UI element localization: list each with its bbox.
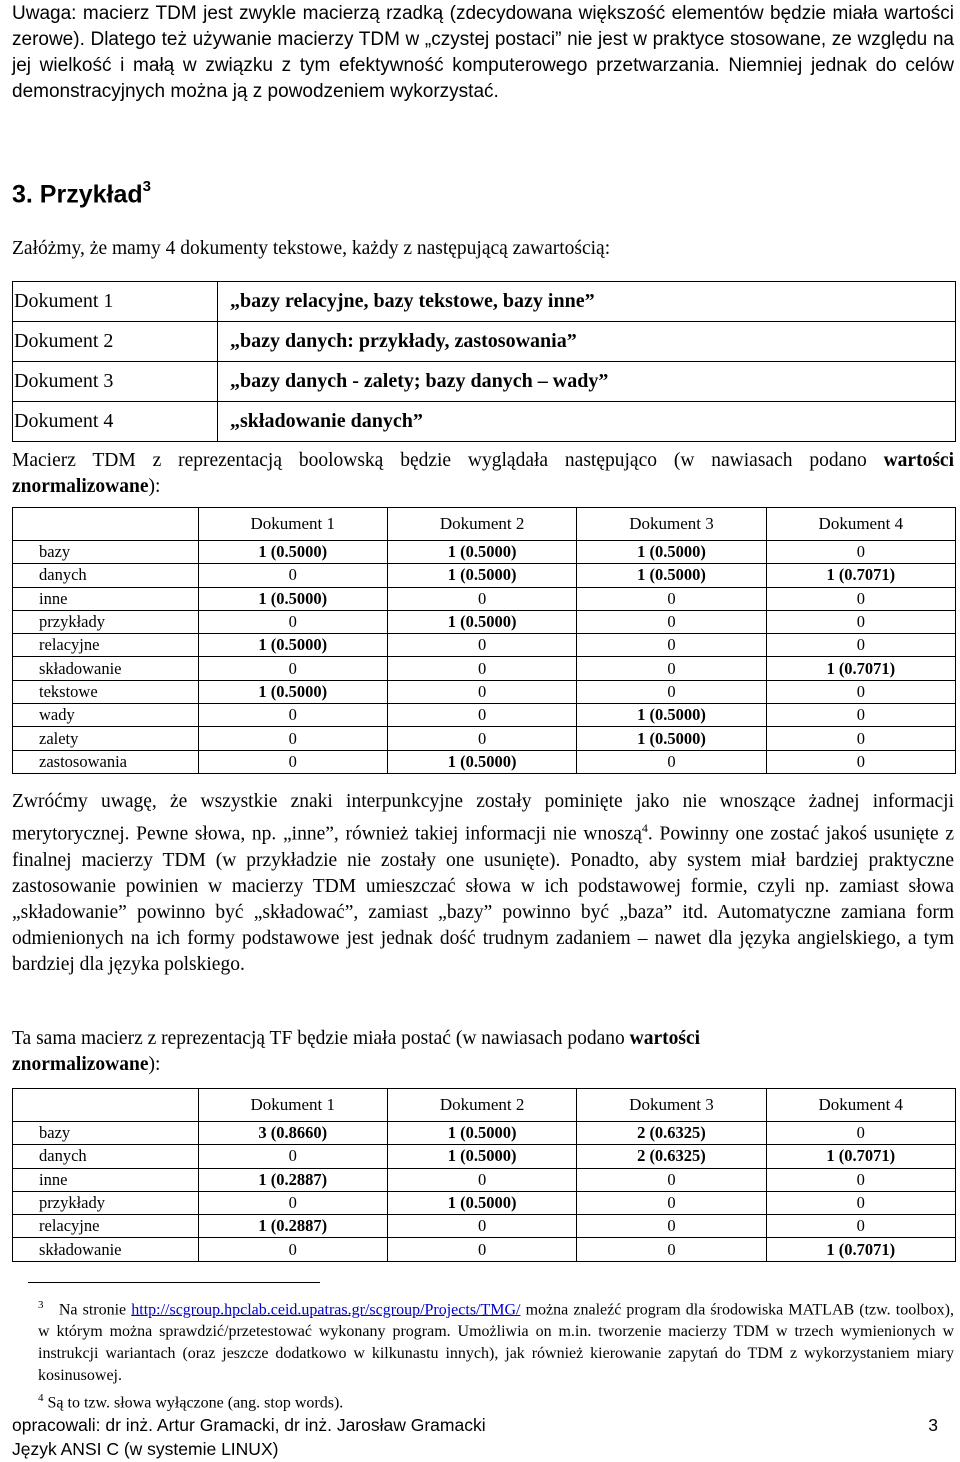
- value-cell: 1 (0.5000): [577, 704, 766, 727]
- tdm-table: [12, 507, 956, 774]
- footnote-4-number: 4: [38, 1392, 44, 1405]
- value-cell: 0: [198, 750, 387, 773]
- term-cell: przykłady: [13, 610, 199, 633]
- document-row: [13, 282, 956, 322]
- value-cell: 0: [766, 680, 955, 703]
- page-footer: [12, 1413, 938, 1461]
- value-cell: 1 (0.7071): [766, 1145, 955, 1168]
- value-cell: 0: [577, 680, 766, 703]
- term-cell: danych: [13, 564, 199, 587]
- value-cell: 0: [198, 1145, 387, 1168]
- column-header: Dokument 2: [387, 508, 576, 541]
- tf-intro-bold-2: znormalizowane: [12, 1054, 149, 1075]
- value-cell: 1 (0.5000): [198, 587, 387, 610]
- value-cell: 1 (0.5000): [577, 727, 766, 750]
- footer-course: Język ANSI C (w systemie LINUX): [12, 1439, 279, 1459]
- value-cell: 0: [387, 1168, 576, 1191]
- tdm-intro-bold: wartości znormalizowane: [12, 450, 954, 497]
- document-row: [13, 322, 956, 362]
- tf-table-wrap: [12, 1088, 954, 1262]
- value-cell: 0: [577, 587, 766, 610]
- document-content: „składowanie danych”: [218, 402, 956, 442]
- value-cell: 0: [198, 1191, 387, 1214]
- value-cell: 1 (0.5000): [387, 1122, 576, 1145]
- value-cell: 0: [766, 727, 955, 750]
- value-cell: 1 (0.5000): [387, 1191, 576, 1214]
- intro-paragraph: Uwaga: macierz TDM jest zwykle macierzą rzadką (zdecydowana większość elementów będzie miała wartości zerowe). Dlatego też używanie macierzy TDM w „czystej postaci” nie jest w praktyce stosowane, ze względu na jej wielkość i małą w związku z tym efektywność komputerowego przetwarzania. Niemniej jednak do celów demonstracyjnych można ją z powodzeniem wykorzystać.: [12, 3, 954, 102]
- value-cell: 0: [198, 704, 387, 727]
- table-row: [13, 541, 956, 564]
- term-cell: bazy: [13, 1122, 199, 1145]
- value-cell: 0: [766, 1122, 955, 1145]
- value-cell: 0: [387, 680, 576, 703]
- column-header: Dokument 3: [577, 1089, 766, 1122]
- footnote-3: [38, 1294, 954, 1387]
- tf-intro-end: ):: [148, 1054, 161, 1075]
- value-cell: 0: [577, 610, 766, 633]
- table-row: [13, 657, 956, 680]
- document-page: [12, 0, 954, 1259]
- value-cell: 1 (0.5000): [387, 541, 576, 564]
- table-row: [13, 610, 956, 633]
- table-row: [13, 587, 956, 610]
- value-cell: 0: [577, 1191, 766, 1214]
- value-cell: 0: [577, 634, 766, 657]
- value-cell: 0: [577, 750, 766, 773]
- document-label: Dokument 3: [13, 362, 218, 402]
- value-cell: 0: [198, 1238, 387, 1261]
- value-cell: 0: [387, 704, 576, 727]
- tf-intro-bold: wartości: [629, 1028, 701, 1049]
- value-cell: 0: [387, 727, 576, 750]
- column-header: Dokument 1: [198, 1089, 387, 1122]
- column-header: Dokument 3: [577, 508, 766, 541]
- footnote-ref-3: 3: [142, 178, 151, 195]
- note-text-2: . Powinny one zostać jakoś usunięte z finalnej macierzy TDM (w przykładzie nie zostały one usunięte). Ponadto, aby system miał bardziej praktyczne zastosowanie powinien w macierzy TDM umieszczać słowa w ich podstawowej formie, czyli np. zamiast słowa „składowanie” powinno być „składować”, zamiast „bazy” powinno być „baza” itd. Automatyczne zamiana form odmienionych na ich formy podstawowe jest jednak dość trudnym zadaniem – nawet dla języka angielskiego, a tym bardziej dla języka polskiego.: [12, 823, 954, 975]
- tdm-intro-end: ):: [148, 476, 161, 497]
- value-cell: 0: [766, 587, 955, 610]
- value-cell: 0: [198, 610, 387, 633]
- value-cell: 1 (0.5000): [198, 680, 387, 703]
- document-content: „bazy danych - zalety; bazy danych – wady”: [218, 362, 956, 402]
- section-title: 3. Przykład: [12, 180, 143, 209]
- table-row: [13, 564, 956, 587]
- corner-cell: [13, 508, 199, 541]
- value-cell: 1 (0.2887): [198, 1215, 387, 1238]
- table-row: [13, 750, 956, 773]
- term-cell: tekstowe: [13, 680, 199, 703]
- document-row: [13, 362, 956, 402]
- value-cell: 0: [198, 564, 387, 587]
- assumption-text: Załóżmy, że mamy 4 dokumenty tekstowe, każdy z następującą zawartością:: [12, 238, 611, 259]
- term-cell: bazy: [13, 541, 199, 564]
- section-heading: [12, 180, 151, 209]
- value-cell: 0: [387, 634, 576, 657]
- value-cell: 0: [387, 1238, 576, 1261]
- tdm-intro-text: Macierz TDM z reprezentacją boolowską będzie wyglądała następująco (w nawiasach podano: [12, 450, 884, 471]
- tmg-link[interactable]: http://scgroup.hpclab.ceid.upatras.gr/scgroup/Projects/TMG/: [131, 1301, 521, 1319]
- table-row: [13, 1191, 956, 1214]
- term-cell: składowanie: [13, 1238, 199, 1261]
- footnote-3-text: Na stronie: [58, 1301, 132, 1319]
- value-cell: 1 (0.5000): [387, 1145, 576, 1168]
- note-text-1: Zwróćmy uwagę, że wszystkie znaki interpunkcyjne zostały pominięte jako nie wnoszące żadnej informacji merytorycznej. Pewne słowa, np. „inne”, również takiej informacji nie wnoszą: [12, 791, 954, 845]
- value-cell: 0: [766, 1215, 955, 1238]
- value-cell: 0: [577, 1215, 766, 1238]
- value-cell: 0: [387, 587, 576, 610]
- value-cell: 0: [766, 541, 955, 564]
- table-row: [13, 727, 956, 750]
- term-cell: relacyjne: [13, 1215, 199, 1238]
- footnote-divider: [28, 1282, 320, 1283]
- term-cell: inne: [13, 587, 199, 610]
- document-label: Dokument 1: [13, 282, 218, 322]
- tf-intro-paragraph: [12, 1026, 954, 1078]
- value-cell: 1 (0.5000): [387, 610, 576, 633]
- table-row: [13, 1238, 956, 1261]
- term-cell: relacyjne: [13, 634, 199, 657]
- footnote-ref-4: 4: [641, 821, 648, 835]
- document-row: [13, 402, 956, 442]
- value-cell: 1 (0.5000): [198, 634, 387, 657]
- table-row: [13, 1122, 956, 1145]
- term-cell: zalety: [13, 727, 199, 750]
- value-cell: 0: [577, 1168, 766, 1191]
- footnote-4-text: Są to tzw. słowa wyłączone (ang. stop words).: [43, 1394, 344, 1412]
- column-header: Dokument 2: [387, 1089, 576, 1122]
- footnote-3-number: 3: [38, 1299, 44, 1311]
- value-cell: 1 (0.7071): [766, 1238, 955, 1261]
- table-row: [13, 1168, 956, 1191]
- term-cell: wady: [13, 704, 199, 727]
- column-header: Dokument 4: [766, 508, 955, 541]
- documents-table: [12, 281, 956, 442]
- page-number: 3: [928, 1415, 938, 1435]
- document-content: „bazy danych: przykłady, zastosowania”: [218, 322, 956, 362]
- value-cell: 3 (0.8660): [198, 1122, 387, 1145]
- value-cell: 0: [387, 1215, 576, 1238]
- value-cell: 1 (0.5000): [387, 750, 576, 773]
- column-header: Dokument 1: [198, 508, 387, 541]
- note-paragraph: [12, 789, 954, 978]
- value-cell: 0: [198, 727, 387, 750]
- value-cell: 1 (0.5000): [577, 564, 766, 587]
- value-cell: 1 (0.7071): [766, 657, 955, 680]
- value-cell: 2 (0.6325): [577, 1122, 766, 1145]
- table-row: [13, 1145, 956, 1168]
- tdm-intro-paragraph: [12, 448, 954, 500]
- value-cell: 0: [577, 1238, 766, 1261]
- term-cell: zastosowania: [13, 750, 199, 773]
- document-label: Dokument 4: [13, 402, 218, 442]
- table-row: [13, 704, 956, 727]
- tf-intro-text: Ta sama macierz z reprezentacją TF będzie miała postać (w nawiasach podano: [12, 1028, 630, 1049]
- value-cell: 0: [766, 704, 955, 727]
- value-cell: 0: [387, 657, 576, 680]
- document-label: Dokument 2: [13, 322, 218, 362]
- value-cell: 2 (0.6325): [577, 1145, 766, 1168]
- value-cell: 0: [766, 610, 955, 633]
- table-row: [13, 1215, 956, 1238]
- value-cell: 0: [766, 1168, 955, 1191]
- table-row: [13, 634, 956, 657]
- term-cell: przykłady: [13, 1191, 199, 1214]
- documents-table-wrap: [12, 281, 954, 442]
- value-cell: 1 (0.5000): [198, 541, 387, 564]
- footnotes: [38, 1294, 954, 1415]
- value-cell: 1 (0.7071): [766, 564, 955, 587]
- table-row: [13, 680, 956, 703]
- document-content: „bazy relacyjne, bazy tekstowe, bazy inne”: [218, 282, 956, 322]
- footer-authors: opracowali: dr inż. Artur Gramacki, dr inż. Jarosław Gramacki: [12, 1415, 486, 1435]
- value-cell: 0: [577, 657, 766, 680]
- tdm-table-wrap: [12, 507, 954, 774]
- value-cell: 1 (0.5000): [387, 564, 576, 587]
- column-header: Dokument 4: [766, 1089, 955, 1122]
- value-cell: 0: [766, 1191, 955, 1214]
- tf-table: [12, 1088, 956, 1262]
- value-cell: 0: [198, 657, 387, 680]
- term-cell: danych: [13, 1145, 199, 1168]
- value-cell: 0: [766, 634, 955, 657]
- value-cell: 1 (0.2887): [198, 1168, 387, 1191]
- footnote-4: [38, 1387, 954, 1414]
- term-cell: inne: [13, 1168, 199, 1191]
- footnote-3-text-2: można znaleźć program dla środowiska MATLAB (tzw. toolbox), w którym można sprawdzić/przetestować wykonany program. Umożliwia on m.in. tworzenie macierzy TDM w trzech wymienionych w instrukcji wariantach (oraz jeszcze dodatkowo w kilkunastu innych), jak również kierowanie zapytań do TDM z wykorzystaniem miary kosinusowej.: [38, 1301, 954, 1385]
- term-cell: składowanie: [13, 657, 199, 680]
- corner-cell: [13, 1089, 199, 1122]
- value-cell: 0: [766, 750, 955, 773]
- value-cell: 1 (0.5000): [577, 541, 766, 564]
